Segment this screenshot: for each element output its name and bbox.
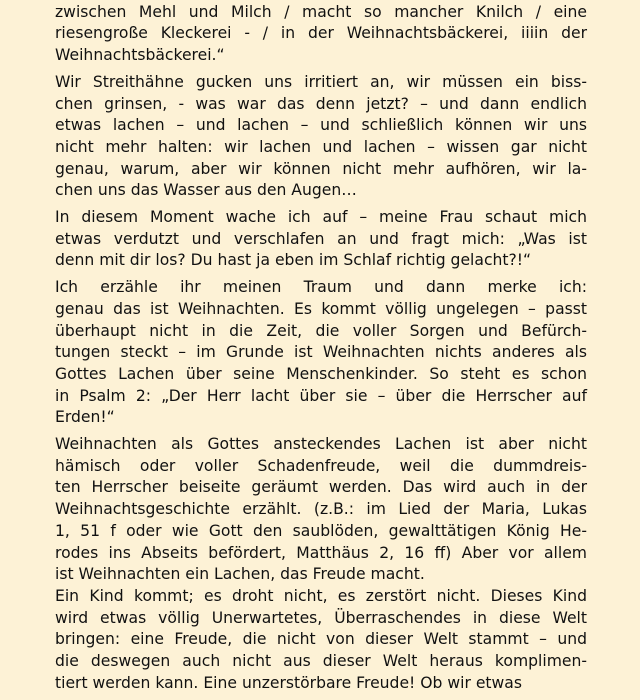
text-line: Weihnachtsgeschichte erzählt. (z.B.: im Lied der Maria, Lukas bbox=[55, 500, 587, 519]
text-line: rodes ins Abseits befördert, Matthäus 2, 16 ff) Aber vor allem bbox=[55, 543, 587, 562]
text-line: nicht mehr halten: wir lachen und lachen – wissen gar nicht bbox=[55, 137, 587, 156]
text-line: denn mit dir los? Du hast ja eben im Schlaf richtig gelacht?!“ bbox=[55, 251, 532, 270]
text-line: wird etwas völlig Unerwartetes, Überraschendes in diese Welt bbox=[55, 608, 587, 627]
text-line: hämisch oder voller Schadenfreude, weil die dummdreis- bbox=[55, 456, 587, 475]
text-line: ist Weihnachten ein Lachen, das Freude macht. bbox=[55, 565, 425, 584]
paragraph bbox=[55, 0, 587, 67]
text-line: chen grinsen, - was war das denn jetzt? – und dann endlich bbox=[55, 94, 587, 113]
text-line: 1, 51 f oder wie Gott den saublöden, gewalttätigen König He- bbox=[55, 521, 587, 540]
text-line: überhaupt nicht in die Zeit, die voller Sorgen und Befürch- bbox=[55, 321, 587, 340]
text-line: tiert werden kann. Eine unzerstörbare Freude! Ob wir etwas bbox=[55, 673, 522, 692]
paragraph bbox=[55, 72, 587, 202]
text-line: Ein Kind kommt; es droht nicht, es zerstört nicht. Dieses Kind bbox=[55, 586, 587, 605]
text-line: Erden!“ bbox=[55, 408, 115, 427]
paragraph bbox=[55, 277, 587, 429]
text-line: genau, warum, aber wir können nicht mehr aufhören, wir la- bbox=[55, 159, 587, 178]
text-line: zwischen Mehl und Milch / macht so mancher Knilch / eine bbox=[55, 2, 587, 21]
text-line: etwas lachen – und lachen – und schließlich können wir uns bbox=[55, 116, 587, 135]
text-line: bringen: eine Freude, die nicht von dieser Welt stammt – und bbox=[55, 630, 587, 649]
text-line: ten Herrscher beiseite geräumt werden. Das wird auch in der bbox=[55, 478, 587, 497]
text-line: die deswegen auch nicht aus dieser Welt heraus komplimen- bbox=[55, 652, 587, 671]
text-line: Weihnachtsbäckerei.“ bbox=[55, 46, 225, 65]
paragraph bbox=[55, 434, 587, 694]
text-line: chen uns das Wasser aus den Augen… bbox=[55, 181, 357, 200]
text-line: tungen steckt – im Grunde ist Weihnachten nichts anderes als bbox=[55, 343, 587, 362]
text-line: in Psalm 2: „Der Herr lacht über sie – über die Herrscher auf bbox=[55, 386, 587, 405]
text-line: Ich erzähle ihr meinen Traum und dann merke ich: bbox=[55, 278, 587, 297]
text-line: genau das ist Weihnachten. Es kommt völlig ungelegen – passt bbox=[55, 299, 587, 318]
text-line: riesengroße Kleckerei - / in der Weihnachtsbäckerei, iiiin der bbox=[55, 24, 587, 43]
body-text bbox=[55, 0, 587, 700]
text-line: Gottes Lachen über seine Menschenkinder. So steht es schon bbox=[55, 364, 587, 383]
text-line: etwas verdutzt und verschlafen an und fragt mich: „Was ist bbox=[55, 229, 587, 248]
text-line: Wir Streithähne gucken uns irritiert an, wir müssen ein biss- bbox=[55, 72, 587, 91]
paragraph bbox=[55, 207, 587, 272]
text-line: In diesem Moment wache ich auf – meine Frau schaut mich bbox=[55, 208, 587, 227]
text-line: Weihnachten als Gottes ansteckendes Lachen ist aber nicht bbox=[55, 435, 587, 454]
